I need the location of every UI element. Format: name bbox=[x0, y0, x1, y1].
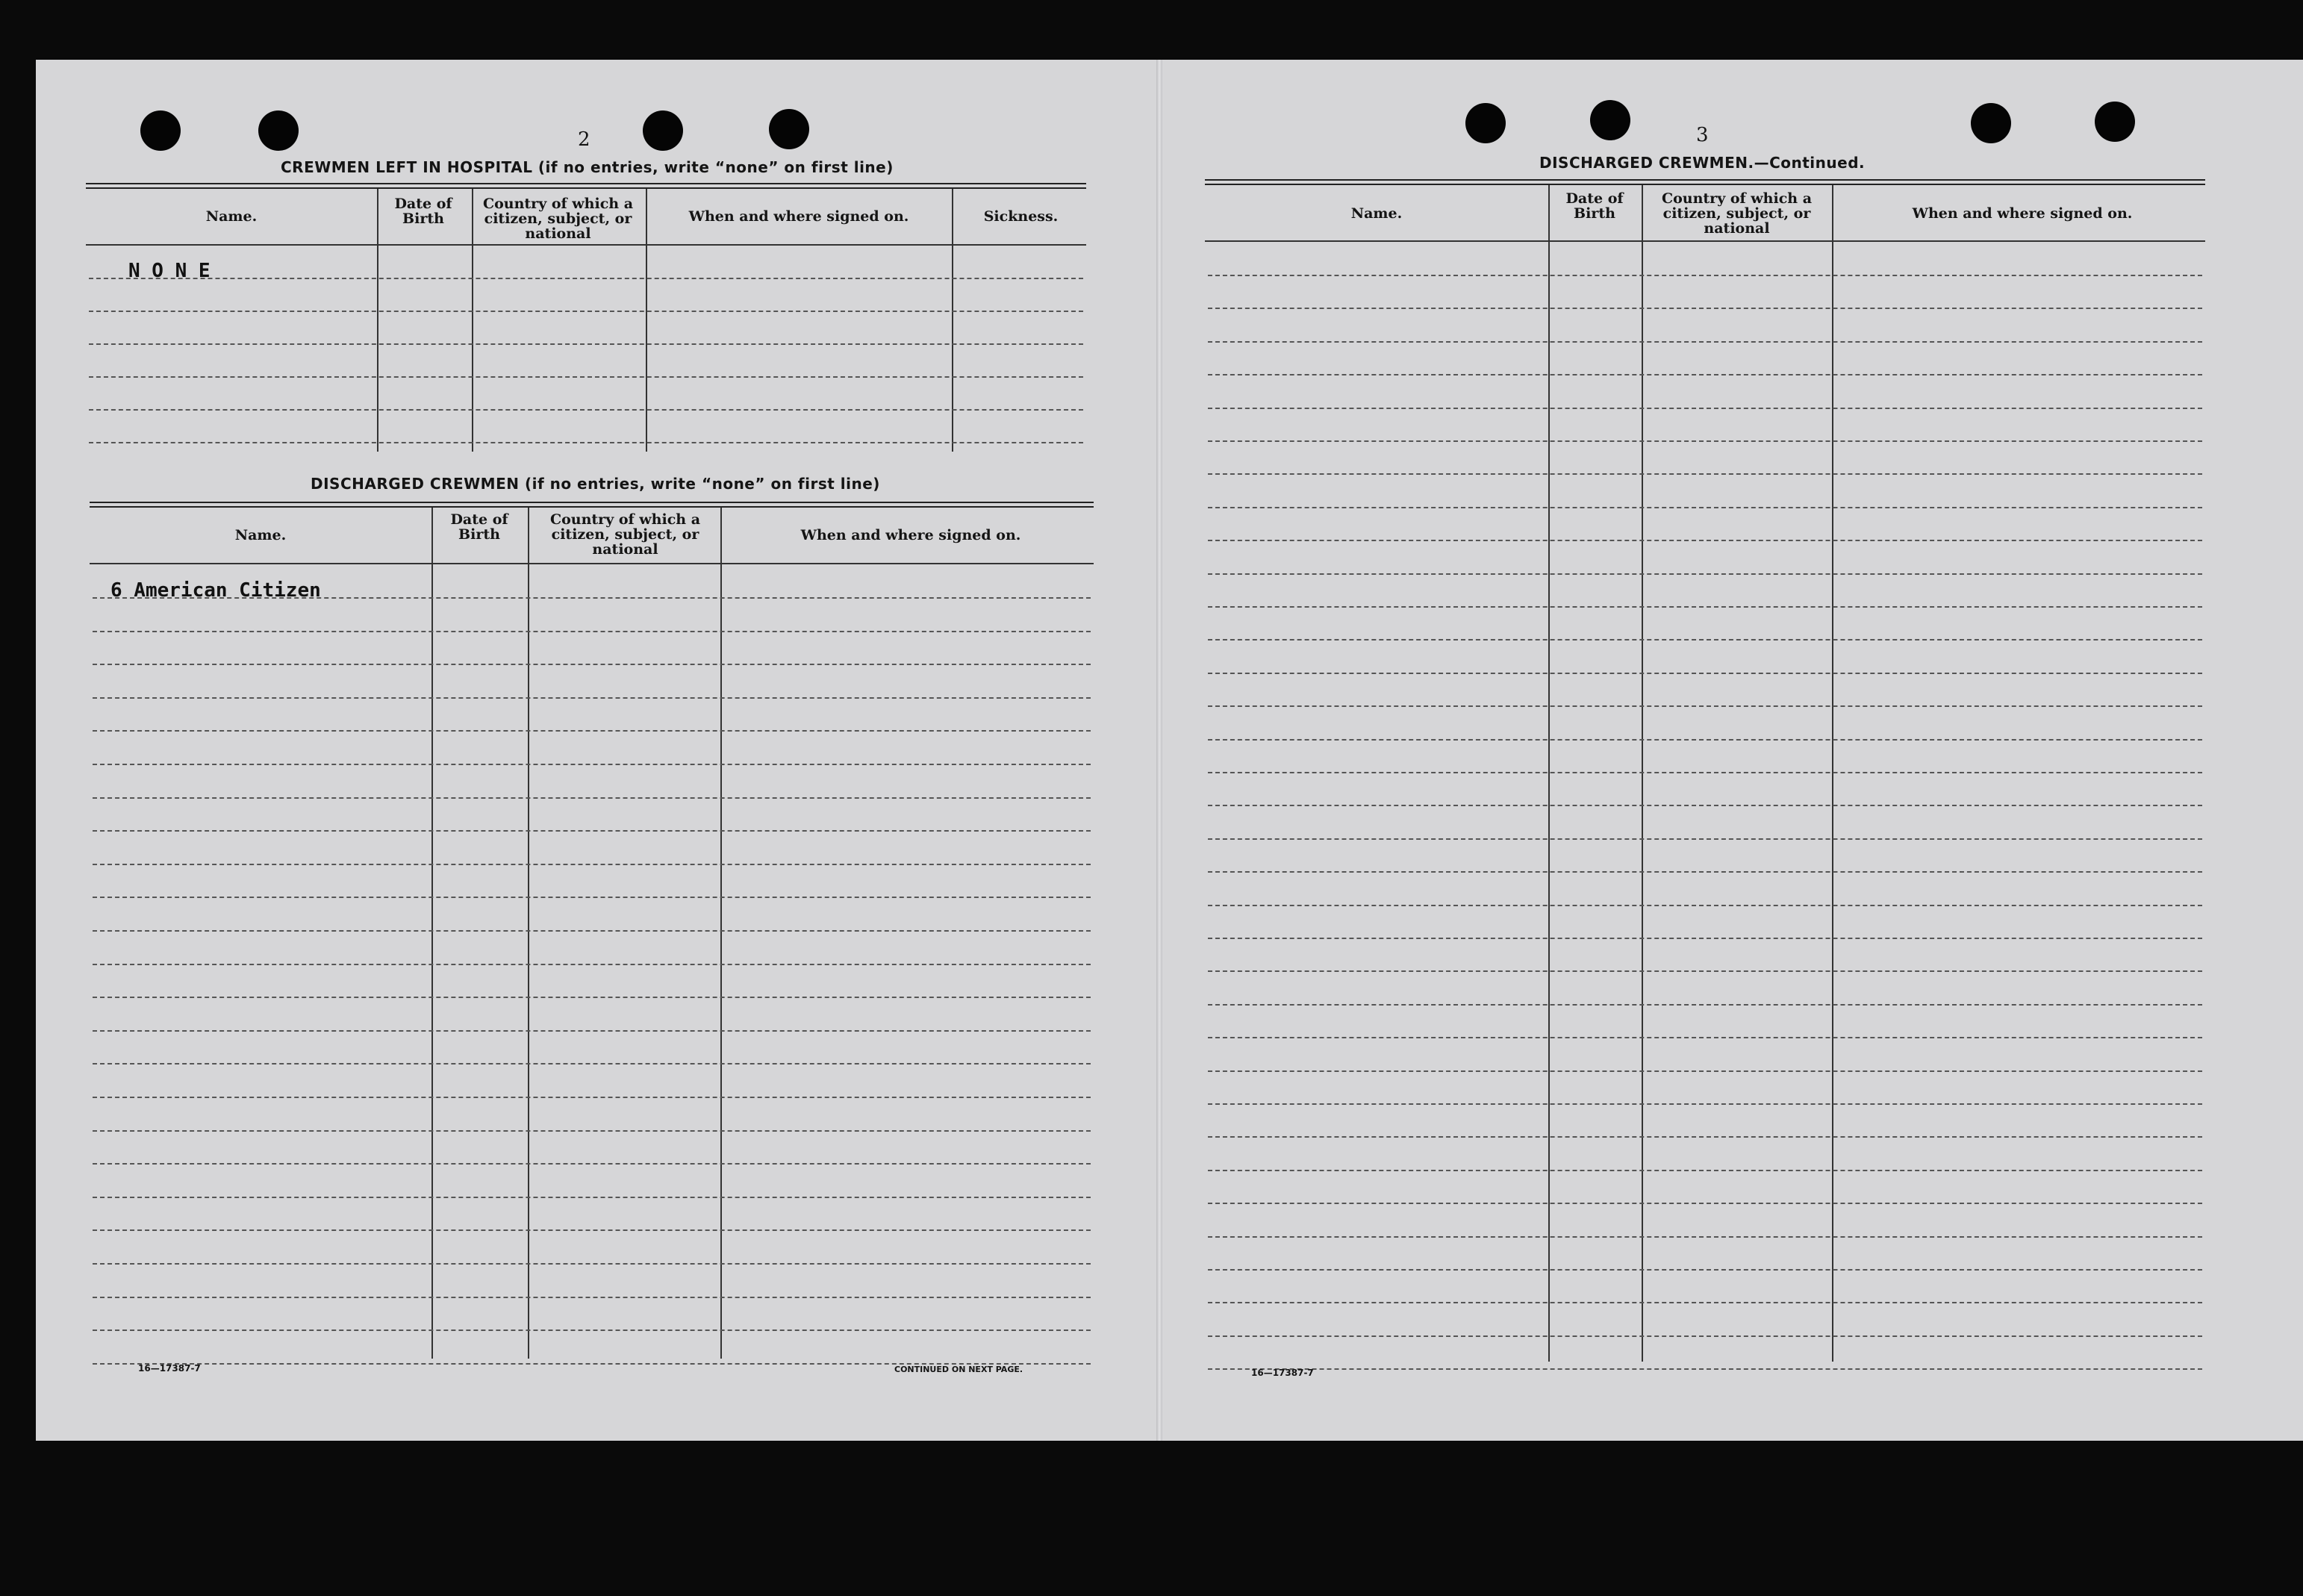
col-header-dob: Date of Birth bbox=[450, 511, 508, 543]
col-header-name: Name. bbox=[205, 208, 258, 225]
ruled-line bbox=[93, 1197, 1091, 1198]
discharged-table-continued bbox=[1205, 179, 2205, 1362]
discharged-table bbox=[90, 502, 1094, 1359]
hospital-section-title: CREWMEN LEFT IN HOSPITAL (if no entries, write “none” on first line) bbox=[281, 158, 894, 176]
ruled-line bbox=[1208, 408, 2202, 409]
ruled-line bbox=[93, 730, 1091, 732]
punch-hole bbox=[769, 109, 809, 149]
col-header-signed-on: When and where signed on. bbox=[688, 208, 909, 225]
ruled-line bbox=[1208, 440, 2202, 442]
ruled-line bbox=[1208, 1236, 2202, 1238]
form-number: 16—17387-7 bbox=[138, 1363, 201, 1374]
ruled-line bbox=[89, 376, 1083, 378]
ruled-line bbox=[93, 830, 1091, 832]
ruled-line bbox=[1208, 905, 2202, 906]
ruled-line bbox=[89, 343, 1083, 345]
col-header-country: Country of which a citizen, subject, or national bbox=[549, 511, 701, 558]
ruled-line bbox=[93, 897, 1091, 898]
ruled-line bbox=[1208, 1004, 2202, 1006]
ruled-line bbox=[89, 311, 1083, 312]
ruled-line bbox=[89, 278, 1083, 279]
ruled-line bbox=[1208, 507, 2202, 508]
col-header-signed-on: When and where signed on. bbox=[800, 527, 1021, 543]
ruled-line bbox=[1208, 573, 2202, 575]
ruled-line bbox=[93, 1130, 1091, 1132]
ruled-line bbox=[1208, 540, 2202, 541]
ruled-line bbox=[93, 764, 1091, 765]
discharged-entry: 6 American Citizen bbox=[110, 579, 321, 602]
ruled-line bbox=[93, 1263, 1091, 1265]
ruled-line bbox=[93, 997, 1091, 998]
ruled-line bbox=[93, 1097, 1091, 1098]
ruled-line bbox=[1208, 938, 2202, 939]
page-fold bbox=[1156, 60, 1162, 1441]
punch-hole bbox=[1971, 103, 2011, 143]
col-header-sickness: Sickness. bbox=[983, 208, 1059, 225]
ruled-line bbox=[93, 664, 1091, 665]
punch-hole bbox=[1590, 100, 1630, 140]
ruled-line bbox=[1208, 705, 2202, 707]
ruled-line bbox=[93, 1330, 1091, 1331]
ruled-line bbox=[1208, 838, 2202, 840]
ruled-line bbox=[1208, 275, 2202, 276]
ruled-line bbox=[1208, 1302, 2202, 1303]
ruled-line bbox=[93, 1063, 1091, 1064]
ruled-line bbox=[93, 797, 1091, 799]
col-header-name: Name. bbox=[234, 527, 287, 543]
ruled-line bbox=[89, 409, 1083, 411]
col-header-dob: Date of Birth bbox=[1565, 190, 1624, 222]
ruled-line bbox=[93, 697, 1091, 699]
ruled-line bbox=[1208, 673, 2202, 674]
ruled-line bbox=[1208, 1037, 2202, 1038]
punch-hole bbox=[643, 110, 683, 151]
ruled-line bbox=[1208, 374, 2202, 375]
ruled-line bbox=[1208, 639, 2202, 640]
ruled-line bbox=[93, 864, 1091, 865]
hospital-entry: N O N E bbox=[128, 260, 211, 282]
discharged-continued-title: DISCHARGED CREWMEN.—Continued. bbox=[1539, 154, 1866, 172]
ruled-line bbox=[93, 631, 1091, 632]
ruled-line bbox=[1208, 871, 2202, 873]
page-number: 2 bbox=[578, 128, 590, 151]
col-header-country: Country of which a citizen, subject, or national bbox=[1661, 190, 1813, 237]
col-header-signed-on: When and where signed on. bbox=[1912, 205, 2133, 222]
ruled-line bbox=[1208, 606, 2202, 608]
ruled-line bbox=[93, 964, 1091, 965]
page-number: 3 bbox=[1696, 124, 1709, 146]
ruled-line bbox=[1208, 1203, 2202, 1204]
ruled-line bbox=[1208, 1269, 2202, 1271]
discharged-section-title: DISCHARGED CREWMEN (if no entries, write “none” on first line) bbox=[311, 475, 880, 493]
ruled-line bbox=[1208, 772, 2202, 773]
ruled-line bbox=[1208, 1136, 2202, 1138]
ruled-line bbox=[93, 1163, 1091, 1165]
ruled-line bbox=[93, 1030, 1091, 1032]
punch-hole bbox=[140, 110, 181, 151]
col-header-dob: Date of Birth bbox=[394, 196, 452, 227]
ruled-line bbox=[93, 1297, 1091, 1298]
punch-hole bbox=[2095, 102, 2135, 142]
punch-hole bbox=[258, 110, 299, 151]
ruled-line bbox=[1208, 739, 2202, 741]
ruled-line bbox=[89, 442, 1083, 443]
ruled-line bbox=[1208, 341, 2202, 343]
ruled-line bbox=[93, 1229, 1091, 1231]
col-header-country: Country of which a citizen, subject, or national bbox=[482, 196, 634, 242]
continued-note: CONTINUED ON NEXT PAGE. bbox=[894, 1365, 1023, 1374]
ruled-line bbox=[1208, 473, 2202, 475]
ruled-line bbox=[1208, 1170, 2202, 1171]
ruled-line bbox=[1208, 308, 2202, 309]
col-header-name: Name. bbox=[1350, 205, 1403, 222]
form-number: 16—17387-7 bbox=[1251, 1368, 1314, 1378]
ruled-line bbox=[93, 930, 1091, 932]
ruled-line bbox=[1208, 1368, 2202, 1370]
ruled-line bbox=[1208, 805, 2202, 806]
ruled-line bbox=[1208, 1070, 2202, 1072]
hospital-table bbox=[86, 183, 1086, 452]
ruled-line bbox=[1208, 970, 2202, 972]
ruled-line bbox=[1208, 1335, 2202, 1337]
punch-hole bbox=[1465, 103, 1506, 143]
ruled-line bbox=[1208, 1103, 2202, 1105]
